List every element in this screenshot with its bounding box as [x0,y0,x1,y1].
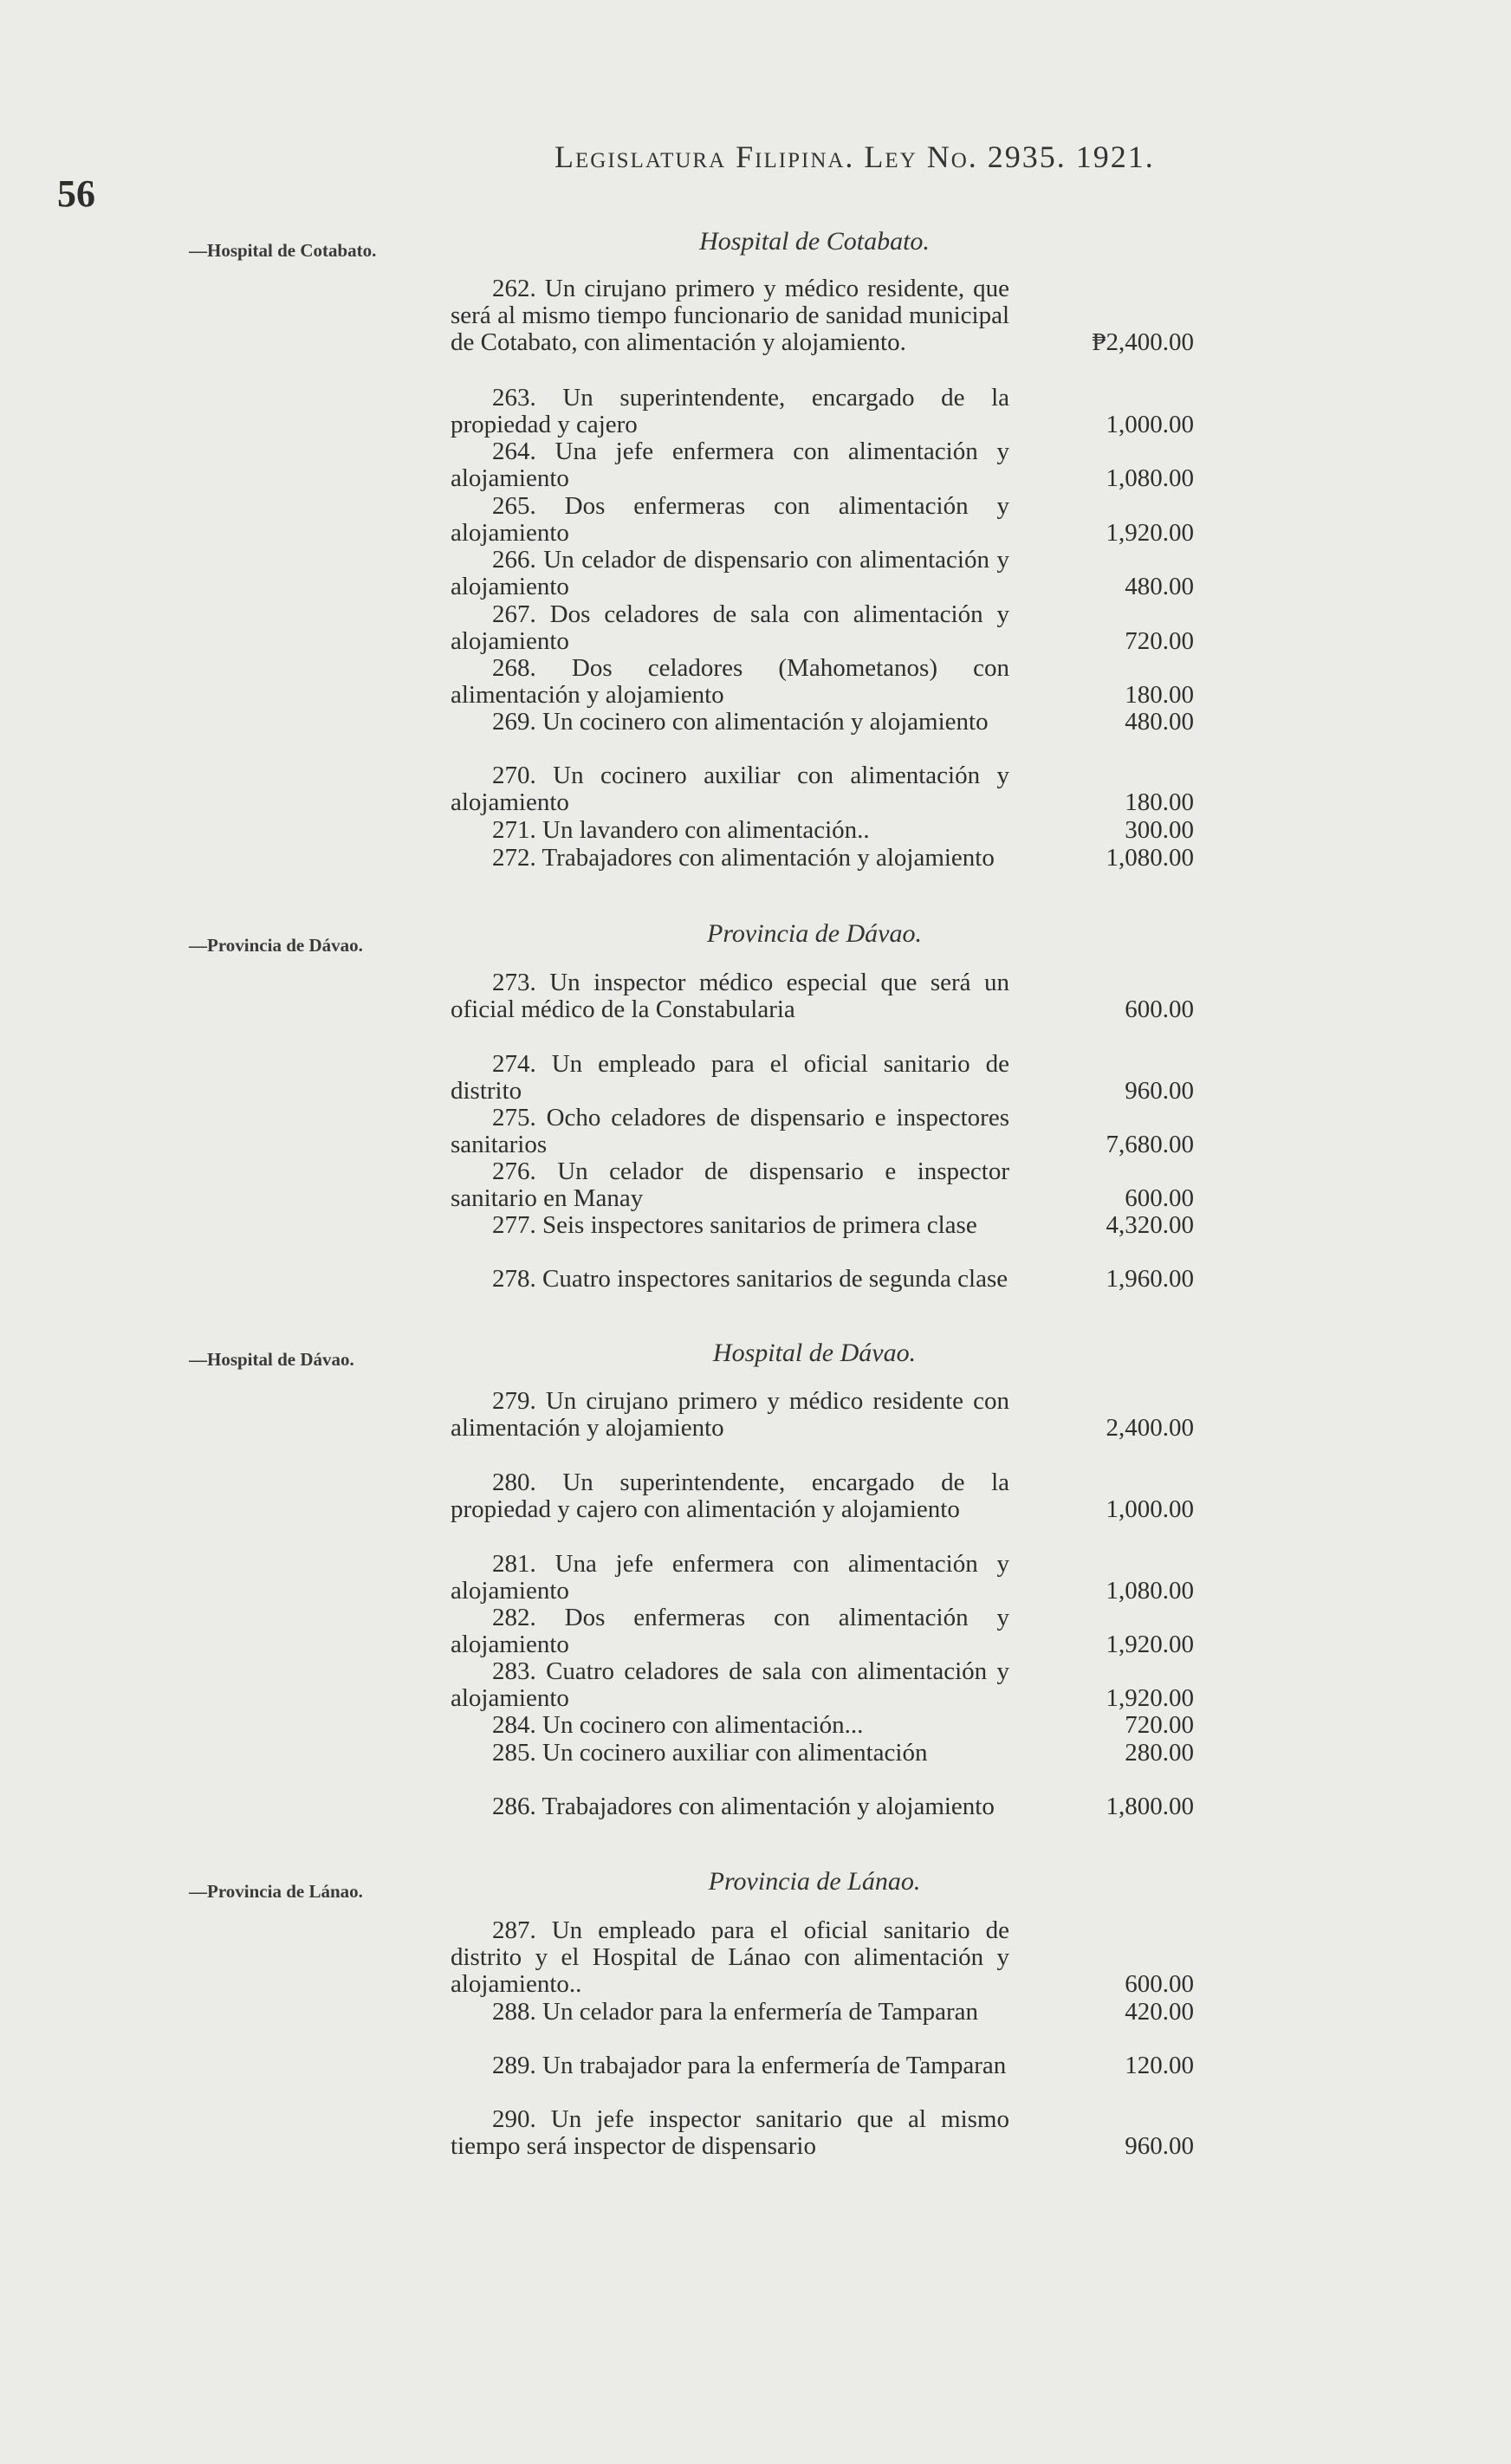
entry-text: 288. Un celador para la enfermería de Tamparan [492,1998,979,2026]
entry-amount: 2,400.00 [1106,1414,1194,1442]
entry-amount: 600.00 [1125,995,1194,1023]
entry-amount: 120.00 [1125,2052,1194,2079]
entry-text: 277. Seis inspectores sanitarios de primera clase [492,1211,977,1239]
entry-amount: 480.00 [1125,573,1194,600]
running-head: Legislatura Filipina. Ley No. 2935. 1921. [554,139,1155,174]
entry-273 [451,969,1194,1023]
entry-amount: 1,080.00 [1106,1577,1194,1605]
entry-text: 266. Un celador de dispensario con alimentación y alojamiento [451,546,1009,600]
entry-amount: 720.00 [1125,1711,1194,1739]
entry-266 [451,547,1194,600]
entry-amount: 1,960.00 [1106,1265,1194,1293]
entry-283 [451,1658,1194,1712]
entry-282 [451,1605,1194,1658]
entry-285 [451,1740,1194,1767]
entry-288 [451,1999,1194,2026]
entry-text: 274. Un empleado para el oficial sanitario de distrito [451,1050,1009,1105]
entry-text: 275. Ocho celadores de dispensario e inspectores sanitarios [451,1104,1009,1158]
entry-amount: 1,080.00 [1106,464,1194,492]
entry-text: 282. Dos enfermeras con alimentación y alojamiento [451,1604,1009,1658]
entry-265 [451,493,1194,547]
section-title-provincia-davao: Provincia de Dávao. [707,919,922,948]
page-number: 56 [57,172,95,215]
entry-amount: 180.00 [1125,681,1194,709]
entry-275 [451,1105,1194,1158]
margin-note-provincia-davao: —Provincia de Dávao. [189,935,363,956]
entry-290 [451,2106,1194,2160]
entry-amount: 1,920.00 [1106,1684,1194,1712]
entry-278 [451,1266,1194,1293]
entry-amount: 300.00 [1125,816,1194,844]
entry-274 [451,1051,1194,1105]
entry-text: 286. Trabajadores con alimentación y alojamiento [492,1793,995,1820]
entry-262 [451,276,1194,356]
entry-text: 276. Un celador de dispensario e inspector sanitario en Manay [451,1157,1009,1212]
entry-text: 285. Un cocinero auxiliar con alimentación [492,1739,928,1767]
entry-amount: ₱2,400.00 [1092,328,1194,356]
entry-text: 289. Un trabajador para la enfermería de Tamparan [492,2052,1007,2079]
entry-281 [451,1551,1194,1605]
entry-text: 267. Dos celadores de sala con alimentación y alojamiento [451,600,1009,655]
entry-amount: 420.00 [1125,1998,1194,2026]
entry-289 [451,2052,1194,2079]
entry-286 [451,1793,1194,1820]
entry-287 [451,1917,1194,1998]
entry-text: 270. Un cocinero auxiliar con alimentación y alojamiento [451,762,1009,816]
section-title-provincia-lanao: Provincia de Lánao. [708,1867,921,1896]
entry-text: 278. Cuatro inspectores sanitarios de segunda clase [492,1265,1008,1293]
entry-amount: 600.00 [1125,1970,1194,1998]
entry-text: 281. Una jefe enfermera con alimentación y alojamiento [451,1550,1009,1605]
entry-amount: 4,320.00 [1106,1211,1194,1239]
margin-note-hospital-cotabato: —Hospital de Cotabato. [189,240,377,261]
entry-269 [451,709,1194,736]
entry-amount: 7,680.00 [1106,1131,1194,1158]
entry-264 [451,438,1194,492]
entry-text: 273. Un inspector médico especial que será un oficial médico de la Constabularia [451,969,1009,1023]
entry-text: 262. Un cirujano primero y médico residente, que será al mismo tiempo funcionario de sanidad municipal de Cotabato, con alimentación y alojamiento. [451,275,1009,356]
entry-amount: 1,800.00 [1106,1793,1194,1820]
entry-text: 290. Un jefe inspector sanitario que al mismo tiempo será inspector de dispensario [451,2105,1009,2160]
section-title-hospital-davao: Hospital de Dávao. [712,1339,917,1367]
entry-text: 265. Dos enfermeras con alimentación y alojamiento [451,492,1009,547]
entry-amount: 1,000.00 [1106,411,1194,438]
entry-270 [451,762,1194,816]
entry-amount: 600.00 [1125,1184,1194,1212]
entry-279 [451,1388,1194,1442]
entry-amount: 1,920.00 [1106,1631,1194,1658]
entry-amount: 1,920.00 [1106,519,1194,547]
entry-text: 279. Un cirujano primero y médico residente con alimentación y alojamiento [451,1387,1009,1442]
entry-277 [451,1212,1194,1239]
entry-284 [451,1712,1194,1739]
entry-267 [451,601,1194,655]
entry-amount: 960.00 [1125,2132,1194,2160]
entry-amount: 1,080.00 [1106,844,1194,872]
entry-271 [451,817,1194,844]
section-title-hospital-cotabato: Hospital de Cotabato. [699,227,930,256]
entry-amount: 960.00 [1125,1077,1194,1105]
entry-272 [451,845,1194,872]
entry-amount: 280.00 [1125,1739,1194,1767]
entry-263 [451,385,1194,438]
entry-text: 269. Un cocinero con alimentación y alojamiento [492,708,989,736]
entry-text: 263. Un superintendente, encargado de la propiedad y cajero [451,384,1009,438]
entry-276 [451,1158,1194,1212]
entry-text: 284. Un cocinero con alimentación... [492,1711,864,1739]
entry-amount: 180.00 [1125,788,1194,816]
entry-text: 283. Cuatro celadores de sala con alimentación y alojamiento [451,1657,1009,1712]
margin-note-hospital-davao: —Hospital de Dávao. [189,1349,354,1370]
entry-text: 280. Un superintendente, encargado de la propiedad y cajero con alimentación y alojamiento [451,1469,1009,1523]
entry-text: 268. Dos celadores (Mahometanos) con alimentación y alojamiento [451,654,1009,709]
entry-amount: 1,000.00 [1106,1495,1194,1523]
margin-note-provincia-lanao: —Provincia de Lánao. [189,1881,363,1902]
entry-text: 287. Un empleado para el oficial sanitario de distrito y el Hospital de Lánao con alimentación y alojamiento.. [451,1916,1009,1998]
entry-280 [451,1469,1194,1523]
entry-amount: 720.00 [1125,627,1194,655]
entry-text: 264. Una jefe enfermera con alimentación y alojamiento [451,438,1009,492]
entry-text: 271. Un lavandero con alimentación.. [492,816,870,844]
entry-amount: 480.00 [1125,708,1194,736]
entry-text: 272. Trabajadores con alimentación y alojamiento [492,844,995,872]
entry-268 [451,655,1194,709]
